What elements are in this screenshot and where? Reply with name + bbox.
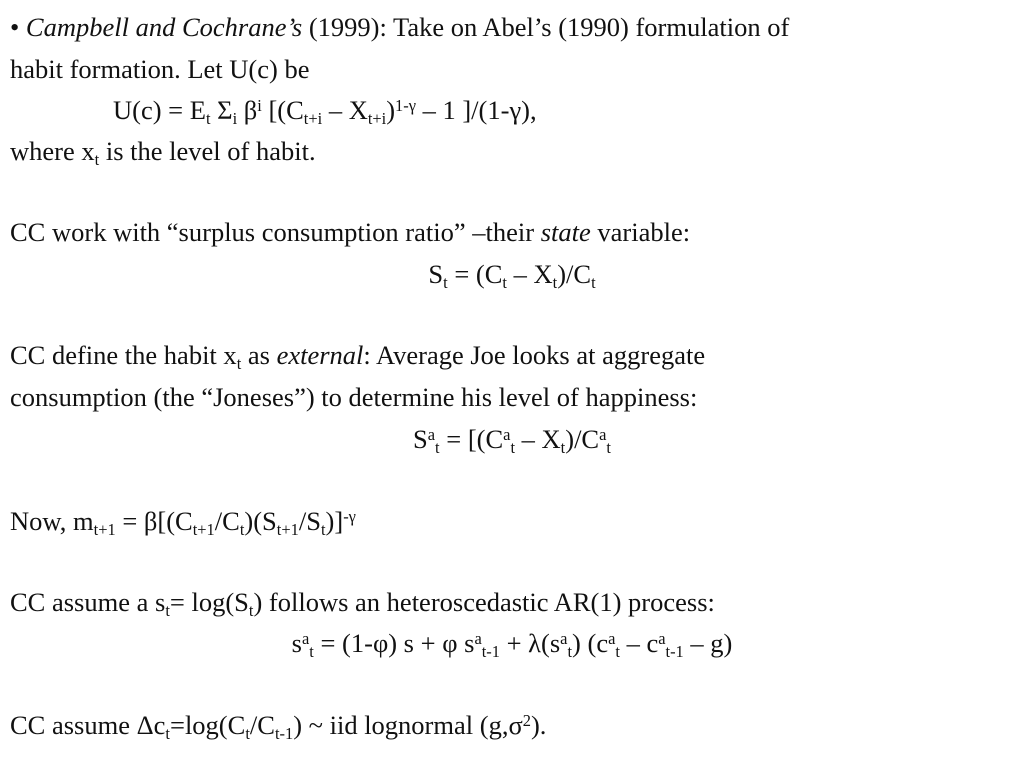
text-fragment: CC assume Δc — [10, 710, 166, 740]
subscript: t — [435, 437, 440, 457]
subscript: t — [502, 272, 507, 292]
subscript: t — [94, 149, 100, 169]
paragraph-intro-line2: habit formation. Let U(c) be — [10, 54, 310, 84]
subscript: t — [320, 519, 326, 539]
superscript: a — [474, 628, 482, 648]
text-fragment: Σ — [210, 95, 233, 125]
subscript: t — [309, 641, 314, 661]
text-fragment: as — [241, 340, 277, 370]
text-fragment: – X — [515, 424, 561, 454]
text-fragment: ). — [530, 710, 547, 740]
text-fragment: external — [276, 340, 364, 370]
equation-surplus-ratio — [0, 259, 1024, 292]
subscript: t — [236, 353, 242, 373]
text-fragment: ) ~ iid lognormal (g,σ — [293, 710, 523, 740]
text-fragment: /C — [214, 506, 240, 536]
text-fragment: variable: — [590, 217, 691, 247]
text-fragment: CC work with “surplus consumption ratio” –their — [10, 217, 541, 247]
subscript: t — [248, 600, 254, 620]
subscript: t — [443, 272, 448, 292]
subscript: t — [567, 641, 573, 661]
text-fragment: S — [428, 259, 444, 289]
subscript: t — [552, 272, 558, 292]
equation-aggregate-surplus — [0, 424, 1024, 457]
superscript: a — [301, 628, 310, 648]
superscript: a — [658, 628, 666, 648]
text-fragment: CC define the habit x — [10, 340, 237, 370]
text-fragment: CC assume a s — [10, 587, 166, 617]
text-fragment: : Average Joe looks at aggregate — [363, 340, 706, 370]
subscript: t+i — [367, 108, 387, 128]
text-fragment: – X — [322, 95, 368, 125]
subscript: t — [606, 437, 611, 457]
text-fragment: is the level of habit. — [99, 136, 316, 166]
subscript: t — [245, 723, 250, 743]
text-fragment: )] — [325, 506, 344, 536]
subscript: t — [239, 519, 245, 539]
equation-ar-process — [0, 628, 1024, 661]
paragraph-consumption-growth — [10, 710, 547, 743]
bullet: • — [10, 12, 20, 42]
subscript: t+1 — [192, 519, 215, 539]
paragraph-surplus — [10, 219, 690, 246]
superscript: i — [257, 95, 262, 115]
subscript: t — [205, 108, 211, 128]
text-fragment: where x — [10, 136, 95, 166]
text-fragment: )/C — [557, 259, 592, 289]
text-fragment: – c — [619, 628, 659, 658]
text-fragment: U(c) = E — [113, 95, 206, 125]
text-fragment: – 1 ]/(1-γ), — [415, 95, 537, 125]
text-fragment: =log(C — [170, 710, 246, 740]
paragraph-intro-line1 — [10, 14, 789, 41]
text-fragment: )(S — [244, 506, 277, 536]
subscript: t — [510, 437, 516, 457]
paragraph-external-habit-line1 — [10, 340, 706, 373]
text-fragment: = [(C — [439, 424, 504, 454]
text-fragment: = log(S — [169, 587, 249, 617]
text-fragment: state — [540, 217, 591, 247]
text-fragment: )/C — [565, 424, 600, 454]
paragraph-external-habit-line2: consumption (the “Joneses”) to determine his level of happiness: — [10, 382, 698, 412]
subscript: t — [165, 723, 170, 743]
equation-sdf — [10, 506, 356, 539]
subscript: t — [560, 437, 566, 457]
text-fragment: = (1-φ) s + φ s — [313, 628, 475, 658]
text-fragment: /C — [249, 710, 275, 740]
superscript: -γ — [343, 506, 356, 526]
text-fragment: + λ(s — [499, 628, 561, 658]
text-fragment: β — [237, 95, 258, 125]
superscript: a — [599, 424, 607, 444]
habit-definition — [10, 136, 316, 169]
subscript: t-1 — [274, 723, 294, 743]
subscript: t-1 — [481, 641, 500, 661]
text-fragment: /S — [298, 506, 321, 536]
subscript: t+i — [303, 108, 323, 128]
author-names: Campbell and Cochrane’s — [25, 12, 303, 42]
subscript: t — [165, 600, 170, 620]
superscript: 1-γ — [395, 95, 416, 115]
subscript: t — [615, 641, 620, 661]
intro-text: (1999): Take on Abel’s (1990) formulation of — [302, 12, 790, 42]
text-fragment: [(C — [261, 95, 304, 125]
superscript: a — [503, 424, 511, 444]
superscript: 2 — [522, 710, 531, 730]
subscript: t-1 — [665, 641, 684, 661]
text-fragment: ) — [386, 95, 396, 125]
text-fragment: s — [291, 628, 302, 658]
text-fragment: ) (c — [572, 628, 609, 658]
text-fragment: – g) — [683, 628, 733, 658]
superscript: a — [608, 628, 616, 648]
subscript: t+1 — [93, 519, 116, 539]
text-fragment: = β[(C — [115, 506, 193, 536]
paragraph-ar-process — [10, 587, 715, 620]
equation-utility — [113, 95, 537, 128]
text-fragment: ) follows an heteroscedastic AR(1) process: — [253, 587, 715, 617]
subscript: t — [591, 272, 596, 292]
superscript: a — [560, 628, 568, 648]
text-fragment: = (C — [447, 259, 503, 289]
subscript: i — [232, 108, 238, 128]
text-fragment: Now, m — [10, 506, 94, 536]
text-fragment: S — [413, 424, 428, 454]
text-fragment: – X — [506, 259, 553, 289]
subscript: t+1 — [276, 519, 299, 539]
superscript: a — [427, 424, 436, 444]
